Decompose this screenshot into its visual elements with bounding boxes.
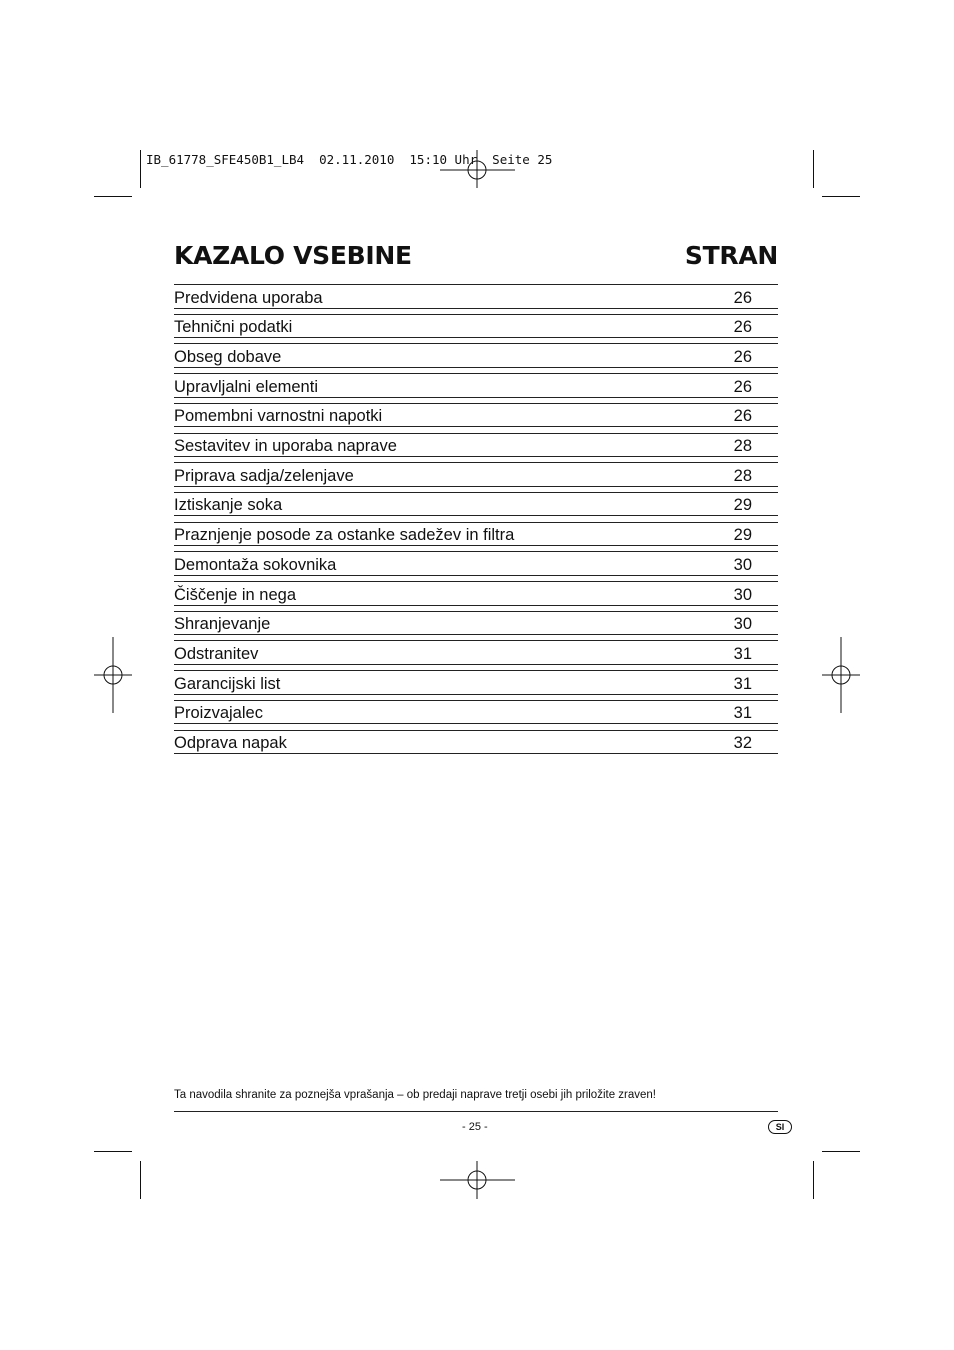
toc-entry-label: Shranjevanje [174, 615, 271, 634]
page-column-heading: STRAN [684, 241, 778, 270]
toc-entry-label: Obseg dobave [174, 347, 282, 366]
toc-entry-page: 28 [733, 466, 752, 485]
toc-entry-page: 31 [733, 704, 752, 723]
toc-row[interactable] [174, 314, 778, 339]
toc-heading: KAZALO VSEBINE [174, 241, 412, 270]
toc-entry-label: Sestavitev in uporaba naprave [174, 437, 397, 455]
toc-entry-page: 30 [733, 615, 752, 634]
toc-entry-label: Garancijski list [174, 674, 281, 693]
toc-row[interactable] [174, 551, 778, 576]
toc-row[interactable] [174, 581, 778, 606]
toc-entry-page: 30 [733, 585, 752, 604]
toc-row[interactable] [174, 522, 778, 547]
toc-entry-page: 26 [733, 318, 752, 337]
page-number: - 25 - [462, 1121, 488, 1133]
toc-row[interactable] [174, 640, 778, 665]
footer-divider [174, 1111, 778, 1112]
toc-entry-page: 26 [733, 347, 752, 366]
toc-row[interactable] [174, 700, 778, 725]
toc-entry-page: 26 [733, 288, 752, 307]
toc-row[interactable] [174, 403, 778, 428]
print-slug: IB_61778_SFE450B1_LB4 02.11.2010 15:10 Uhr Seite 25 [146, 152, 553, 167]
toc-row[interactable] [174, 492, 778, 517]
toc-entry-label: Odstranitev [174, 644, 259, 663]
language-badge: SI [768, 1120, 792, 1134]
toc-entry-label: Tehnični podatki [174, 318, 293, 337]
toc-row[interactable] [174, 462, 778, 487]
toc-entry-label: Predvidena uporaba [174, 288, 323, 307]
toc-entry-page: 28 [733, 437, 752, 455]
toc-entry-page: 29 [733, 496, 752, 515]
toc-row[interactable] [174, 343, 778, 368]
toc-entry-label: Pomembni varnostni napotki [174, 407, 383, 426]
toc-entry-label: Upravljalni elementi [174, 377, 318, 396]
toc-entry-label: Odprava napak [174, 734, 287, 752]
toc-entry-page: 26 [733, 377, 752, 396]
toc-entry-page: 32 [733, 734, 752, 752]
toc-entry-label: Praznjenje posode za ostanke sadežev in filtra [174, 526, 515, 545]
toc-entry-page: 31 [733, 644, 752, 663]
toc-entry-page: 29 [733, 526, 752, 545]
toc-entry-page: 30 [733, 555, 752, 574]
toc-entry-page: 31 [733, 674, 752, 693]
toc-row[interactable] [174, 284, 778, 309]
toc-entry-label: Priprava sadja/zelenjave [174, 466, 354, 485]
toc-entry-label: Iztiskanje soka [174, 496, 283, 515]
toc-row[interactable] [174, 730, 778, 755]
toc-entry-label: Proizvajalec [174, 704, 263, 723]
toc-row[interactable] [174, 433, 778, 458]
toc-entry-page: 26 [733, 407, 752, 426]
toc-row[interactable] [174, 670, 778, 695]
toc-entry-label: Čiščenje in nega [174, 585, 296, 604]
footer-note: Ta navodila shranite za poznejša vprašanja – ob predaji naprave tretji osebi jih priložite zraven! [174, 1089, 657, 1101]
toc-row[interactable] [174, 373, 778, 398]
toc-row[interactable] [174, 611, 778, 636]
toc-entry-label: Demontaža sokovnika [174, 555, 337, 574]
